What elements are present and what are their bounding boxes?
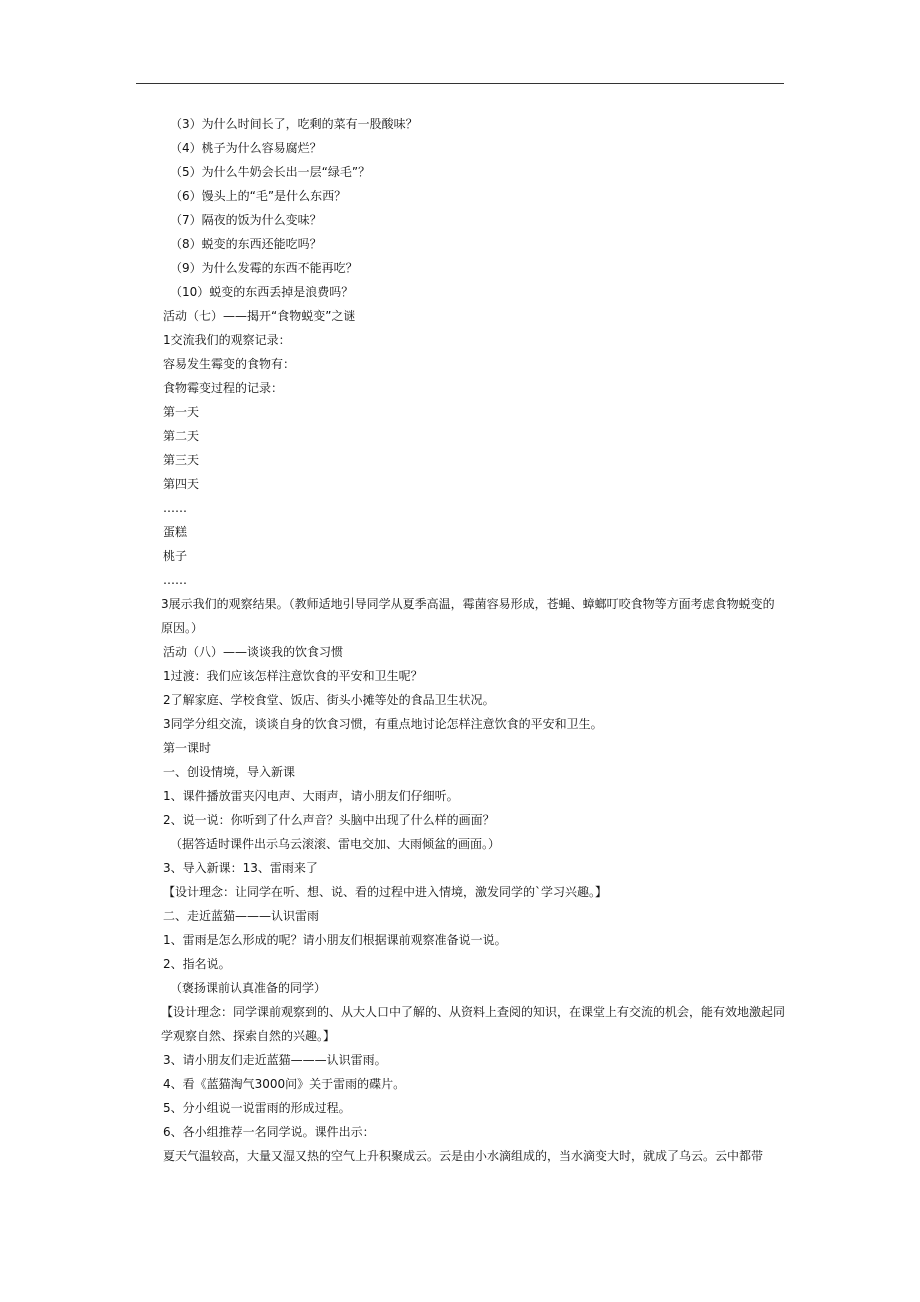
paragraph-line: （褒扬课前认真准备的同学） (170, 981, 327, 995)
paragraph-line: 2了解家庭、学校食堂、饭店、街头小摊等处的食品卫生状况。 (163, 693, 495, 707)
paragraph-line: 桃子 (163, 549, 188, 563)
paragraph-line: （5）为什么牛奶会长出一层“绿毛”？ (170, 165, 371, 179)
paragraph-line: 食物霉变过程的记录： (163, 381, 284, 395)
paragraph-line: 2、指名说。 (163, 957, 231, 971)
paragraph-line: 第二天 (163, 429, 200, 443)
paragraph-line: （9）为什么发霉的东西不能再吃？ (170, 261, 358, 275)
paragraph-line: 活动（七）——揭开“食物蜕变”之谜 (163, 309, 356, 323)
paragraph-line: 二、走近蓝猫———认识雷雨 (163, 909, 320, 923)
paragraph-line: （4）桃子为什么容易腐烂？ (170, 141, 322, 155)
paragraph-line: 夏天气温较高，大量又湿又热的空气上升积聚成云。云是由小水滴组成的，当水滴变大时，就成了乌云。云中都带 (163, 1149, 764, 1163)
paragraph-line: （据答适时课件出示乌云滚滚、雷电交加、大雨倾盆的画面。） (170, 837, 501, 851)
paragraph-line: 第四天 (163, 477, 200, 491)
paragraph-line: 6、各小组推荐一名同学说。课件出示： (163, 1125, 375, 1139)
paragraph-line: …… (163, 573, 187, 587)
paragraph-line: 3、导入新课：13、雷雨来了 (163, 861, 318, 875)
paragraph-line: （6）馒头上的“毛”是什么东西？ (170, 189, 347, 203)
paragraph-line: 3、请小朋友们走近蓝猫———认识雷雨。 (163, 1053, 387, 1067)
paragraph-line: （3）为什么时间长了，吃剩的菜有一股酸味？ (170, 117, 418, 131)
paragraph-line: 第一课时 (163, 741, 212, 755)
paragraph-line: （7）隔夜的饭为什么变味？ (170, 213, 322, 227)
paragraph-line: 第三天 (163, 453, 200, 467)
paragraph-line: 1过渡：我们应该怎样注意饮食的平安和卫生呢？ (163, 669, 423, 683)
paragraph-line: 1、课件播放雷夹闪电声、大雨声，请小朋友们仔细听。 (163, 789, 459, 803)
paragraph-line: …… (163, 501, 187, 515)
paragraph-line: 4、看《蓝猫淘气3000问》关于雷雨的碟片。 (163, 1077, 406, 1091)
document-body (163, 112, 785, 1168)
paragraph-line: 第一天 (163, 405, 200, 419)
paragraph-line: 【设计理念：同学课前观察到的、从大人口中了解的、从资料上查阅的知识，在课堂上有交流的机会，能有效地激起同学观察自然、探索自然的兴趣。】 (161, 1005, 786, 1043)
paragraph-line: 一、创设情境，导入新课 (163, 765, 296, 779)
paragraph-line: 【设计理念：让同学在听、想、说、看的过程中进入情境，激发同学的`学习兴趣。】 (163, 885, 608, 899)
header-rule (136, 83, 784, 84)
paragraph-line: 3展示我们的观察结果。（教师适地引导同学从夏季高温，霉菌容易形成，苍蝇、蟑螂叮咬食物等方面考虑食物蜕变的原因。） (161, 597, 775, 635)
paragraph-line: 活动（八）——谈谈我的饮食习惯 (163, 645, 344, 659)
paragraph-line: 1、雷雨是怎么形成的呢？请小朋友们根据课前观察准备说一说。 (163, 933, 507, 947)
paragraph-line: 5、分小组说一说雷雨的形成过程。 (163, 1101, 351, 1115)
paragraph-line: 容易发生霉变的食物有： (163, 357, 296, 371)
paragraph-line: （10）蜕变的东西丢掉是浪费吗？ (170, 285, 354, 299)
paragraph-line: 3同学分组交流，谈谈自身的饮食习惯，有重点地讨论怎样注意饮食的平安和卫生。 (163, 717, 603, 731)
paragraph-line: （8）蜕变的东西还能吃吗？ (170, 237, 322, 251)
paragraph-line: 2、说一说：你听到了什么声音？头脑中出现了什么样的画面？ (163, 813, 495, 827)
paragraph-line: 蛋糕 (163, 525, 188, 539)
paragraph-line: 1交流我们的观察记录： (163, 333, 291, 347)
